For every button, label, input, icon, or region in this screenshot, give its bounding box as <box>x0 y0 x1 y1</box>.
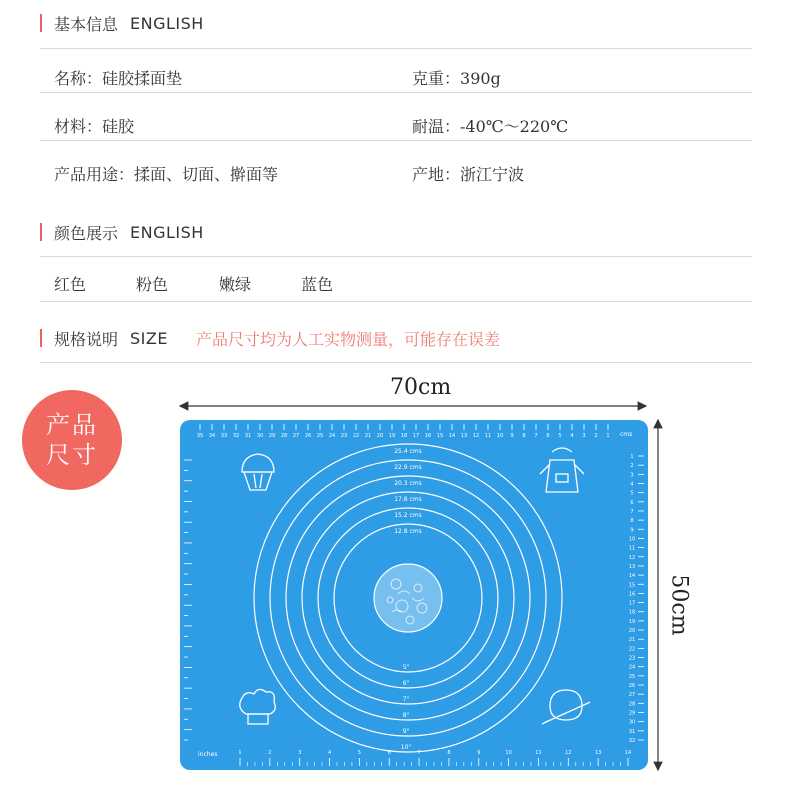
product-size-badge <box>22 390 122 490</box>
right-ruler-number: 23 <box>628 655 636 662</box>
spec-title: 规格说明 <box>54 329 119 349</box>
top-ruler-number: 20 <box>376 433 384 439</box>
divider <box>40 301 752 302</box>
material-field: 材料：硅胶 <box>54 117 135 136</box>
bottom-ruler-number: 4 <box>327 750 332 756</box>
right-ruler-number: 21 <box>628 637 636 644</box>
top-ruler-number: 10 <box>496 433 504 439</box>
top-ruler-number: 14 <box>448 433 456 439</box>
width-dimension-label: 70cm <box>390 375 452 400</box>
bottom-ruler-number: 8 <box>447 750 451 756</box>
divider <box>40 256 752 257</box>
color-red: 红色 <box>54 275 87 294</box>
bottom-ruler-number: 6 <box>387 750 391 756</box>
circle-label-cm: 12.8 cms <box>394 528 422 535</box>
right-ruler-number: 29 <box>628 710 636 717</box>
top-ruler-label: cms <box>620 431 633 438</box>
circle-label-in: 6" <box>402 680 410 687</box>
right-ruler-number: 18 <box>628 609 636 616</box>
top-ruler-number: 34 <box>208 433 216 439</box>
spec-header <box>40 323 500 353</box>
right-ruler-number: 26 <box>628 683 636 690</box>
top-ruler-number: 25 <box>316 433 324 439</box>
top-ruler-number: 31 <box>244 433 252 439</box>
right-ruler-number: 6 <box>630 499 634 506</box>
right-ruler-number: 2 <box>630 463 634 470</box>
color-blue: 蓝色 <box>301 275 334 294</box>
top-ruler-number: 13 <box>460 433 468 439</box>
top-ruler-number: 26 <box>304 433 312 439</box>
right-ruler-number: 13 <box>628 563 636 570</box>
basic-info-english: ENGLISH <box>130 13 204 33</box>
bottom-ruler-number: 5 <box>357 750 361 756</box>
top-ruler-number: 4 <box>570 433 574 439</box>
right-ruler-number: 17 <box>628 600 636 607</box>
top-ruler-number: 22 <box>352 433 360 439</box>
top-ruler-number: 11 <box>484 433 492 439</box>
top-ruler-number: 33 <box>220 433 228 439</box>
top-ruler-number: 5 <box>558 433 562 439</box>
basic-info-title: 基本信息 <box>54 14 119 34</box>
top-ruler-number: 17 <box>412 433 420 439</box>
right-ruler-number: 32 <box>628 738 636 744</box>
colors-title: 颜色展示 <box>54 223 119 243</box>
right-ruler-number: 14 <box>628 573 636 580</box>
right-ruler-number: 8 <box>630 518 634 525</box>
badge-line-1: 产品 <box>46 411 98 439</box>
circle-label-cm: 22.9 cms <box>394 464 422 471</box>
top-ruler-number: 23 <box>340 433 348 439</box>
circle-label-cm: 15.2 cms <box>394 512 422 519</box>
right-ruler-number: 19 <box>628 618 636 625</box>
right-ruler-number: 30 <box>628 719 636 726</box>
spec-english: SIZE <box>130 328 168 348</box>
bottom-ruler-number: 7 <box>417 750 421 756</box>
top-ruler-number: 19 <box>388 433 396 439</box>
top-ruler-number: 7 <box>534 433 538 439</box>
usage-field: 产品用途：揉面、切面、擀面等 <box>54 165 279 184</box>
top-ruler-number: 21 <box>364 433 372 439</box>
top-ruler-number: 32 <box>232 433 240 439</box>
top-ruler-number: 3 <box>582 433 586 439</box>
color-green: 嫩绿 <box>219 275 252 294</box>
right-ruler-number: 9 <box>630 527 634 534</box>
top-ruler-number: 16 <box>424 433 432 439</box>
divider <box>40 362 752 363</box>
height-dimension-label: 50cm <box>666 574 692 636</box>
circle-label-cm: 17.8 cms <box>394 496 422 503</box>
right-ruler-number: 25 <box>628 673 636 680</box>
right-ruler-number: 7 <box>630 508 634 515</box>
top-ruler-number: 15 <box>436 433 444 439</box>
badge-line-2: 尺寸 <box>46 441 98 469</box>
top-ruler-number: 12 <box>472 433 480 439</box>
section-marker <box>40 14 42 32</box>
section-marker <box>40 329 42 347</box>
right-ruler-number: 5 <box>630 490 634 497</box>
bottom-ruler-number: 9 <box>477 750 481 756</box>
right-ruler-number: 15 <box>628 582 636 589</box>
weight-field: 克重：390g <box>412 69 501 88</box>
top-ruler-number: 2 <box>594 433 598 439</box>
top-ruler-number: 8 <box>522 433 526 439</box>
right-ruler-number: 20 <box>628 628 636 635</box>
top-ruler-number: 28 <box>280 433 288 439</box>
bottom-ruler-number: 1 <box>238 750 242 756</box>
top-ruler-number: 29 <box>268 433 276 439</box>
divider <box>40 140 752 141</box>
divider <box>40 92 752 93</box>
top-ruler-number: 30 <box>256 433 264 439</box>
origin-field: 产地：浙江宁波 <box>412 165 525 184</box>
circle-label-in: 5" <box>402 664 410 671</box>
right-ruler-number: 27 <box>628 692 636 699</box>
bottom-ruler-number: 10 <box>505 750 512 756</box>
circle-label-cm: 20.3 cms <box>394 480 422 487</box>
top-ruler-number: 9 <box>510 433 514 439</box>
top-ruler-number: 35 <box>196 433 204 439</box>
right-ruler-number: 16 <box>628 591 636 598</box>
right-ruler-number: 24 <box>628 664 636 671</box>
circle-label-in: 8" <box>402 712 410 719</box>
top-ruler-number: 6 <box>546 433 550 439</box>
color-pink: 粉色 <box>136 275 169 294</box>
bottom-ruler-number: 11 <box>535 750 542 756</box>
colors-english: ENGLISH <box>130 222 204 242</box>
right-ruler-number: 3 <box>630 472 634 479</box>
bottom-ruler-number: 13 <box>594 750 602 756</box>
right-ruler-number: 22 <box>628 646 636 653</box>
divider <box>40 48 752 49</box>
right-ruler-number: 11 <box>628 545 636 552</box>
basic-info-header <box>40 8 204 38</box>
top-ruler-number: 27 <box>292 433 300 439</box>
circle-label-in: 10" <box>400 744 412 751</box>
right-ruler-number: 10 <box>628 536 636 543</box>
top-ruler-number: 24 <box>328 433 336 439</box>
circle-label-in: 9" <box>402 728 410 735</box>
name-field: 名称：硅胶揉面垫 <box>54 69 183 88</box>
bottom-ruler-number: 2 <box>268 750 272 756</box>
colors-header <box>40 217 204 247</box>
top-ruler-number: 1 <box>606 433 610 439</box>
right-ruler-number: 31 <box>628 728 636 735</box>
circle-label-in: 7" <box>402 696 410 703</box>
bottom-ruler-label: inches <box>198 751 218 758</box>
right-ruler-number: 28 <box>628 701 636 708</box>
temperature-field: 耐温：-40℃～220℃ <box>412 117 569 136</box>
bottom-ruler-number: 3 <box>298 750 302 756</box>
right-ruler-number: 12 <box>628 554 636 561</box>
right-ruler-number: 4 <box>630 481 634 488</box>
top-ruler-number: 18 <box>400 433 408 439</box>
mat-illustration <box>170 398 670 778</box>
circle-label-cm: 25.4 cms <box>394 448 422 455</box>
bottom-ruler-number: 12 <box>565 750 572 756</box>
bottom-ruler-number: 14 <box>624 750 632 756</box>
section-marker <box>40 223 42 241</box>
right-ruler-number: 1 <box>630 454 634 460</box>
spec-note: 产品尺寸均为人工实物测量，可能存在误差 <box>195 329 500 349</box>
